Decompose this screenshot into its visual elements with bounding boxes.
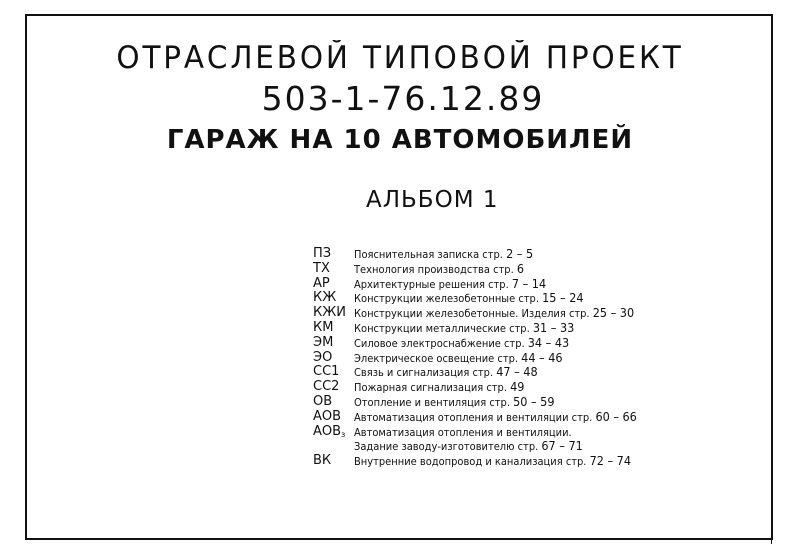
section-description bbox=[354, 380, 524, 396]
section-code: КЖИ bbox=[313, 305, 346, 321]
section-code: КМ bbox=[313, 319, 334, 335]
section-text: Отопление и вентиляция стр. bbox=[354, 395, 514, 409]
section-code-base: АОВ bbox=[313, 423, 342, 439]
contents-list bbox=[313, 247, 733, 469]
section-description bbox=[354, 439, 583, 455]
section-code: СС1 bbox=[313, 364, 340, 380]
section-pages: 2 – 5 bbox=[506, 246, 534, 261]
section-text: Электрическое освещение стр. bbox=[354, 351, 522, 365]
section-code: АР bbox=[313, 275, 330, 291]
section-pages: 49 bbox=[510, 379, 525, 395]
section-code: ТХ bbox=[313, 260, 330, 276]
section-pages: 47 – 48 bbox=[496, 364, 538, 380]
section-text: Архитектурные решения стр. bbox=[354, 277, 512, 291]
section-text: Конструкции железобетонные стр. bbox=[354, 292, 543, 306]
section-pages: 34 – 43 bbox=[527, 334, 570, 350]
section-code: ЭМ bbox=[313, 334, 334, 350]
section-description bbox=[354, 410, 637, 426]
section-description bbox=[354, 247, 533, 263]
section-code: АОВ bbox=[313, 408, 342, 424]
list-item bbox=[313, 410, 733, 425]
project-number: 503-1-76.12.89 bbox=[261, 79, 545, 118]
section-text: Автоматизация отопления и вентиляции. bbox=[354, 425, 572, 439]
section-description bbox=[354, 425, 572, 441]
album-label: АЛЬБОМ 1 bbox=[366, 187, 499, 213]
section-code: ВК bbox=[313, 453, 332, 469]
section-text: Связь и сигнализация стр. bbox=[354, 366, 497, 380]
section-text: Пожарная сигнализация стр. bbox=[354, 381, 511, 395]
list-item bbox=[313, 336, 733, 351]
list-item bbox=[313, 262, 733, 277]
section-pages: 15 – 24 bbox=[542, 290, 584, 306]
section-description bbox=[354, 291, 584, 307]
section-code: СС2 bbox=[313, 379, 340, 395]
section-pages: 50 – 59 bbox=[513, 393, 555, 409]
section-text: Конструкции металлические стр. bbox=[354, 321, 533, 335]
list-item bbox=[313, 291, 733, 306]
section-pages: 72 – 74 bbox=[589, 453, 631, 469]
list-item bbox=[313, 425, 733, 440]
section-code: КЖ bbox=[313, 290, 337, 306]
project-title: ГАРАЖ НА 10 АВТОМОБИЛЕЙ bbox=[166, 125, 634, 155]
section-pages: 44 – 46 bbox=[521, 349, 563, 365]
list-item bbox=[313, 380, 733, 395]
section-text: Внутренние водопровод и канализация стр. bbox=[354, 455, 590, 469]
project-type-heading: ОТРАСЛЕВОЙ ТИПОВОЙ ПРОЕКТ bbox=[116, 40, 684, 76]
list-item bbox=[313, 351, 733, 366]
section-code-subscript: з bbox=[341, 429, 346, 439]
section-pages: 7 – 14 bbox=[511, 275, 547, 291]
section-code: ОВ bbox=[313, 393, 333, 409]
section-description bbox=[354, 395, 555, 411]
section-pages: 31 – 33 bbox=[532, 319, 575, 335]
list-item bbox=[313, 321, 733, 336]
list-item bbox=[313, 395, 733, 410]
list-item bbox=[313, 439, 733, 454]
section-pages: 25 – 30 bbox=[592, 305, 635, 321]
section-text: Технология производства стр. bbox=[354, 262, 517, 276]
section-text: Конструкции железобетонные. Изделия стр. bbox=[354, 307, 593, 321]
list-item bbox=[313, 454, 733, 469]
section-pages: 60 – 66 bbox=[595, 408, 637, 424]
section-text: Пояснительная записка стр. bbox=[354, 248, 507, 261]
list-item bbox=[313, 247, 733, 262]
section-text: Автоматизация отопления и вентиляции стр. bbox=[354, 410, 596, 424]
list-item bbox=[313, 365, 733, 380]
list-item bbox=[313, 277, 733, 292]
section-code: ПЗ bbox=[313, 246, 332, 261]
section-description bbox=[354, 306, 634, 322]
section-pages: 67 – 71 bbox=[541, 438, 583, 454]
section-description bbox=[354, 277, 546, 293]
section-text: Силовое электроснабжение стр. bbox=[354, 336, 528, 350]
section-pages: 6 bbox=[516, 260, 525, 276]
section-description bbox=[354, 262, 524, 278]
section-description bbox=[354, 454, 631, 470]
list-item bbox=[313, 306, 733, 321]
section-text: Задание заводу-изготовителю стр. bbox=[354, 440, 542, 454]
section-code: ЭО bbox=[313, 349, 333, 365]
